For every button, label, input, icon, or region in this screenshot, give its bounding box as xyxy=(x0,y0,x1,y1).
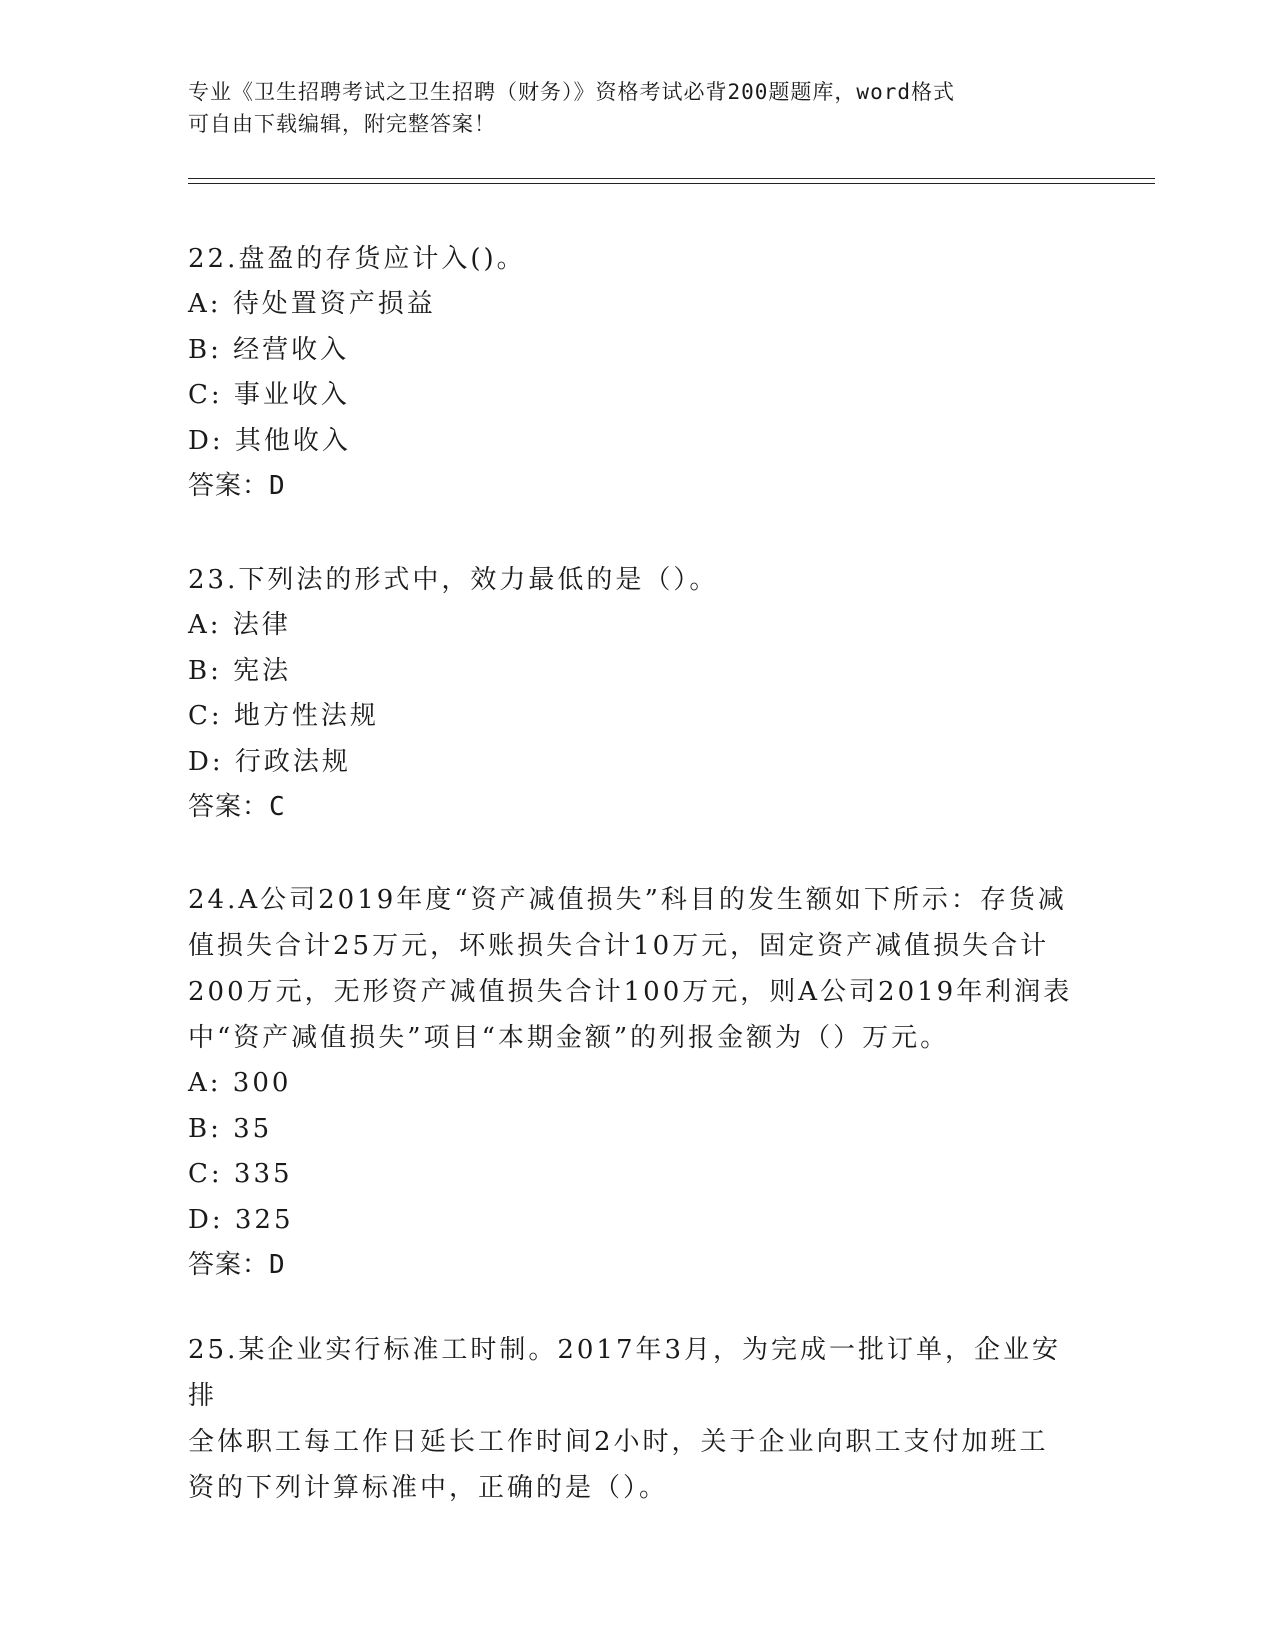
option-d: D: 其他收入 xyxy=(188,425,351,456)
option-c: C: 335 xyxy=(188,1159,293,1189)
header-line-2: 可自由下载编辑，附完整答案！ xyxy=(188,112,496,136)
question-23 xyxy=(188,557,1088,830)
answer-label: 答案：C xyxy=(188,792,286,822)
question-24 xyxy=(188,877,1088,1288)
question-25 xyxy=(188,1327,1088,1511)
question-stem-line: 23.下列法的形式中，效力最低的是（）。 xyxy=(188,565,719,595)
option-a: A: 300 xyxy=(188,1068,292,1098)
option-d: D: 325 xyxy=(188,1204,294,1235)
header-divider-bottom xyxy=(188,183,1155,184)
answer-label: 答案：D xyxy=(188,471,286,501)
header-divider-top xyxy=(188,178,1155,179)
option-a: A: 法律 xyxy=(188,610,291,640)
option-c: C: 事业收入 xyxy=(188,380,350,410)
document-header xyxy=(188,76,1088,140)
option-c: C: 地方性法规 xyxy=(188,701,379,731)
header-line-1: 专业《卫生招聘考试之卫生招聘（财务）》资格考试必背200题题库，word格式 xyxy=(188,80,955,104)
question-22 xyxy=(188,236,1088,509)
question-stem-line: 中“资产减值损失”项目“本期金额”的列报金额为（）万元。 xyxy=(188,1023,950,1053)
question-stem-line: 22.盘盈的存货应计入()。 xyxy=(188,244,526,274)
question-stem-line: 200万元，无形资产减值损失合计100万元，则A公司2019年利润表 xyxy=(188,977,1073,1007)
answer-label: 答案：D xyxy=(188,1250,286,1280)
option-b: B: 经营收入 xyxy=(188,334,350,365)
option-b: B: 35 xyxy=(188,1113,273,1144)
option-d: D: 行政法规 xyxy=(188,746,351,777)
question-stem-line: 值损失合计25万元，坏账损失合计10万元，固定资产减值损失合计 xyxy=(188,931,1050,961)
question-stem-line: 24.A公司2019年度“资产减值损失”科目的发生额如下所示：存货减 xyxy=(188,885,1067,915)
option-b: B: 宪法 xyxy=(188,655,292,686)
option-a: A: 待处置资产损益 xyxy=(188,289,436,319)
question-stem-line: 资的下列计算标准中，正确的是（）。 xyxy=(188,1473,669,1503)
question-stem-line: 25.某企业实行标准工时制。2017年3月，为完成一批订单，企业安排 xyxy=(188,1335,1062,1411)
question-stem-line: 全体职工每工作日延长工作时间2小时，关于企业向职工支付加班工 xyxy=(188,1427,1049,1457)
